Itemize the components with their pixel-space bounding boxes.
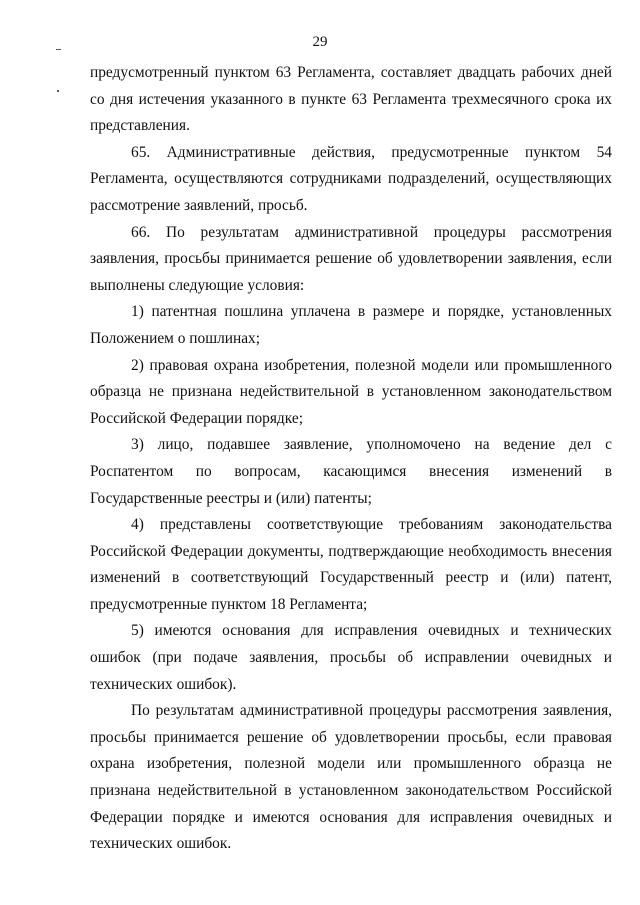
condition-2: 2) правовая охрана изобретения, полезной модели или промышленного образца не признана недействительной в установленном законодательством Российской Федерации порядке; — [90, 356, 612, 427]
page-number: 29 — [312, 34, 328, 50]
condition-5: 5) имеются основания для исправления очевидных и технических ошибок (при подаче заявления, просьбы об исправлении очевидных и технических ошибок). — [90, 622, 612, 693]
paragraph-65: 65. Административные действия, предусмотренные пунктом 54 Регламента, осуществляются сотрудниками подразделений, осуществляющих рассмотрение заявлений, просьб. — [90, 143, 612, 214]
paragraph-continuation: предусмотренный пунктом 63 Регламента, составляет двадцать рабочих дней со дня истечения указанного в пункте 63 Регламента трехмесячного срока их представления. — [90, 64, 612, 135]
scan-speck — [57, 90, 59, 92]
condition-4: 4) представлены соответствующие требованиям законодательства Российской Федерации документы, подтверждающие необходимость внесения изменений в соответствующий Государственный реестр и (или) патент, предусмотренные пунктом 18 Регламента; — [90, 516, 612, 613]
condition-1: 1) патентная пошлина уплачена в размере и порядке, установленных Положением о пошлинах; — [90, 303, 612, 347]
paragraph-decision: По результатам административной процедуры рассмотрения заявления, просьбы принимается решение об удовлетворении просьбы, если правовая охрана изобретения, полезной модели или промышленного образца не признана недействительной в установленном законодательством Российской Федерации порядке и имеются основания для исправления очевидных и технических ошибок. — [90, 702, 612, 853]
condition-3: 3) лицо, подавшее заявление, уполномочено на ведение дел с Роспатентом по вопросам, касающимся внесения изменений в Государственные реестры и (или) патенты; — [90, 436, 612, 507]
document-body — [90, 60, 612, 858]
paragraph-66: 66. По результатам административной процедуры рассмотрения заявления, просьбы принимается решение об удовлетворении заявления, если выполнены следующие условия: — [90, 223, 612, 294]
